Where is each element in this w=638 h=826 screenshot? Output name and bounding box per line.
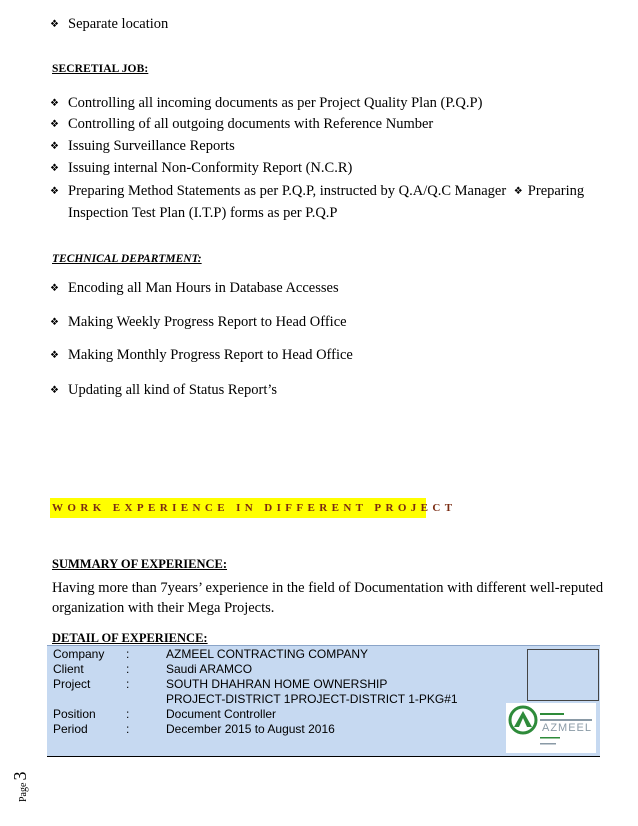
- diamond-bullet-icon: ❖: [50, 119, 59, 130]
- diamond-bullet-icon: ❖: [50, 317, 59, 328]
- bullet-item: [50, 14, 168, 35]
- position-value: Document Controller: [166, 707, 277, 721]
- field-label: Project: [53, 677, 91, 691]
- bullet-text: Making Weekly Progress Report to Head Office: [68, 314, 347, 330]
- field-separator: :: [126, 647, 130, 661]
- field-separator: :: [126, 722, 130, 736]
- section-heading-secretial: SECRETIAL JOB:: [52, 63, 149, 75]
- field-label: Position: [53, 707, 96, 721]
- bullet-text: Making Monthly Progress Report to Head Office: [68, 347, 353, 363]
- photo-placeholder: [527, 649, 599, 701]
- bullet-item: [50, 93, 482, 114]
- diamond-bullet-icon: ❖: [50, 283, 59, 294]
- bullet-item: [50, 345, 353, 366]
- bullet-item: [50, 158, 352, 179]
- diamond-bullet-icon: ❖: [50, 350, 59, 361]
- field-label: Company: [53, 647, 105, 661]
- bullet-text: Issuing Surveillance Reports: [68, 138, 235, 154]
- client-value: Saudi ARAMCO: [166, 662, 253, 676]
- project-value: SOUTH DHAHRAN HOME OWNERSHIP: [166, 677, 388, 691]
- svg-text:AZMEEL: AZMEEL: [542, 722, 593, 734]
- diamond-bullet-icon: ❖: [50, 98, 59, 109]
- diamond-bullet-icon: ❖: [513, 186, 523, 197]
- bullet-item: [50, 136, 235, 157]
- period-value: December 2015 to August 2016: [166, 722, 335, 736]
- bullet-text: Controlling of all outgoing documents with Reference Number: [68, 116, 434, 132]
- bullet-text: Separate location: [68, 16, 169, 32]
- azmeel-logo: [506, 703, 596, 753]
- summary-line: Having more than 7years’ experience in the field of Documentation with different well-reputed: [52, 580, 604, 596]
- diamond-bullet-icon: ❖: [50, 163, 59, 174]
- bullet-continuation: Inspection Test Plan (I.T.P) forms as per P.Q.P: [68, 205, 338, 221]
- bullet-text: Preparing: [527, 183, 585, 199]
- bullet-text: Updating all kind of Status Report’s: [68, 382, 278, 398]
- field-separator: :: [126, 662, 130, 676]
- diamond-bullet-icon: ❖: [50, 186, 59, 197]
- bullet-item: [50, 278, 339, 299]
- bullet-item: [50, 114, 433, 135]
- section-heading-detail: DETAIL OF EXPERIENCE:: [52, 631, 208, 645]
- azmeel-logo-icon: [506, 703, 596, 753]
- bullet-text: Controlling all incoming documents as per Project Quality Plan (P.Q.P): [68, 95, 483, 111]
- page-number-value: 3: [10, 771, 30, 781]
- diamond-bullet-icon: ❖: [50, 19, 59, 30]
- section-heading-technical: TECHNICAL DEPARTMENT:: [52, 253, 202, 265]
- bullet-item: [50, 312, 347, 333]
- field-separator: :: [126, 677, 130, 691]
- diamond-bullet-icon: ❖: [50, 141, 59, 152]
- bullet-text: Encoding all Man Hours in Database Accesses: [68, 280, 339, 296]
- summary-line: organization with their Mega Projects.: [52, 600, 275, 616]
- project-value-continued: PROJECT-DISTRICT 1PROJECT-DISTRICT 1-PKG#1: [166, 692, 458, 706]
- section-heading-summary: SUMMARY OF EXPERIENCE:: [52, 557, 228, 571]
- bullet-text: Issuing internal Non-Conformity Report (N.C.R): [68, 160, 353, 176]
- company-value: AZMEEL CONTRACTING COMPANY: [166, 647, 369, 661]
- page-label: Page: [18, 782, 29, 802]
- diamond-bullet-icon: ❖: [50, 385, 59, 396]
- field-label: Period: [53, 722, 88, 736]
- field-separator: :: [126, 707, 130, 721]
- bullet-text: Preparing Method Statements as per P.Q.P, instructed by Q.A/Q.C Manager: [68, 183, 507, 199]
- section-banner-title: WORK EXPERIENCE IN DIFFERENT PROJECT: [52, 502, 457, 514]
- page-number: [10, 772, 31, 802]
- bullet-item: [50, 380, 277, 401]
- bullet-item: [50, 181, 584, 202]
- field-label: Client: [53, 662, 84, 676]
